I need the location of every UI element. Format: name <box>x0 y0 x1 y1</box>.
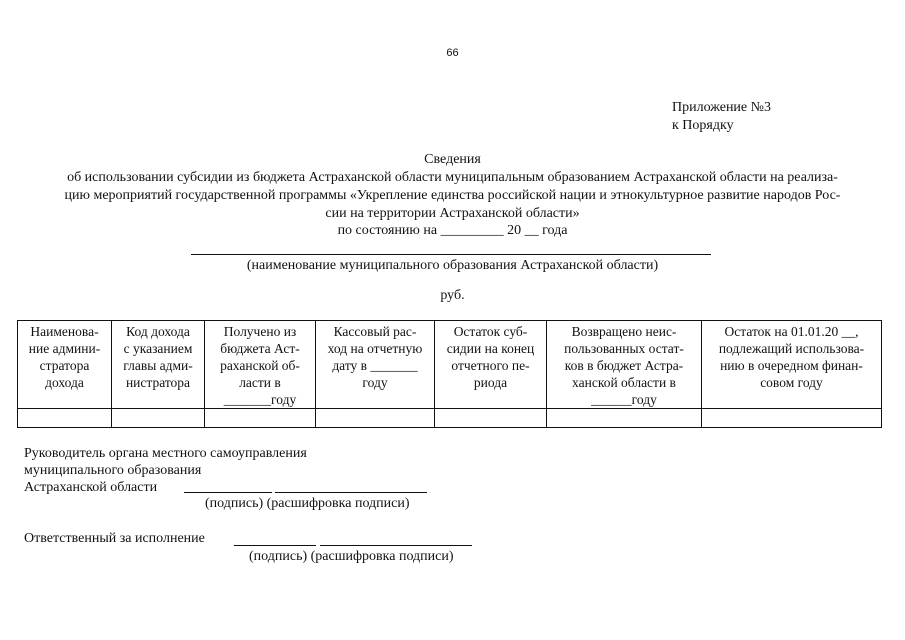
page-number: 66 <box>446 47 459 59</box>
responsible-label: Ответственный за исполнение <box>24 531 205 546</box>
document-title: Сведения <box>424 152 481 167</box>
head-signature-line[interactable] <box>184 492 272 493</box>
head-title-line: Астраханской области <box>24 480 158 495</box>
responsible-name-line[interactable] <box>320 545 472 546</box>
header-cell-administrator: Наименова- ние админи- стратора дохода <box>18 321 112 409</box>
head-name-line[interactable] <box>275 492 427 493</box>
responsible-signature-caption: (подпись) (расшифровка подписи) <box>249 549 454 564</box>
table-cell[interactable] <box>112 409 205 428</box>
subtitle-line: об использовании субсидии из бюджета Астраханской области муниципальным образованием Астраханской области на реализа- <box>67 170 838 185</box>
header-cell-income-code: Код дохода с указанием главы адми- нистратора <box>112 321 205 409</box>
head-title-line: муниципального образования <box>24 463 202 478</box>
table-cell[interactable] <box>316 409 435 428</box>
responsible-signature-line[interactable] <box>234 545 316 546</box>
currency-label: руб. <box>440 288 465 303</box>
head-signature-block <box>24 445 307 496</box>
header-cell-balance-end: Остаток суб- сидии на конец отчетного пе- риода <box>435 321 547 409</box>
table-header-row <box>18 321 882 409</box>
municipality-caption: (наименование муниципального образования Астраханской области) <box>246 258 659 273</box>
report-table <box>17 320 882 428</box>
table-cell[interactable] <box>205 409 316 428</box>
appendix-line-1: Приложение №3 <box>672 100 771 115</box>
subtitle-line: цию мероприятий государственной программы «Укрепление единства российской нации и этнокультурное развитие народов Рос- <box>64 188 841 203</box>
appendix-line-2: к Порядку <box>672 118 734 133</box>
appendix-block <box>672 99 771 135</box>
header-cell-cash-expense: Кассовый рас- ход на отчетную дату в _______ году <box>316 321 435 409</box>
header-cell-received: Получено из бюджета Аст- раханской об- ласти в _______году <box>205 321 316 409</box>
subtitle-line: сии на территории Астраханской области» <box>325 206 580 221</box>
table-cell[interactable] <box>18 409 112 428</box>
document-subtitle <box>20 169 885 223</box>
table-row <box>18 409 882 428</box>
header-cell-returned: Возвращено неис- пользованных остат- ков в бюджет Астра- ханской области в ______году <box>547 321 702 409</box>
table-cell[interactable] <box>547 409 702 428</box>
head-signature-caption: (подпись) (расшифровка подписи) <box>205 496 410 511</box>
date-line: по состоянию на _________ 20 __ года <box>337 223 568 238</box>
municipality-blank-line <box>191 254 711 255</box>
head-title-line: Руководитель органа местного самоуправления <box>24 446 307 461</box>
table-cell[interactable] <box>702 409 882 428</box>
header-cell-balance-next-year: Остаток на 01.01.20 __, подлежащий использова- нию в очередном финан- совом году <box>702 321 882 409</box>
table-cell[interactable] <box>435 409 547 428</box>
